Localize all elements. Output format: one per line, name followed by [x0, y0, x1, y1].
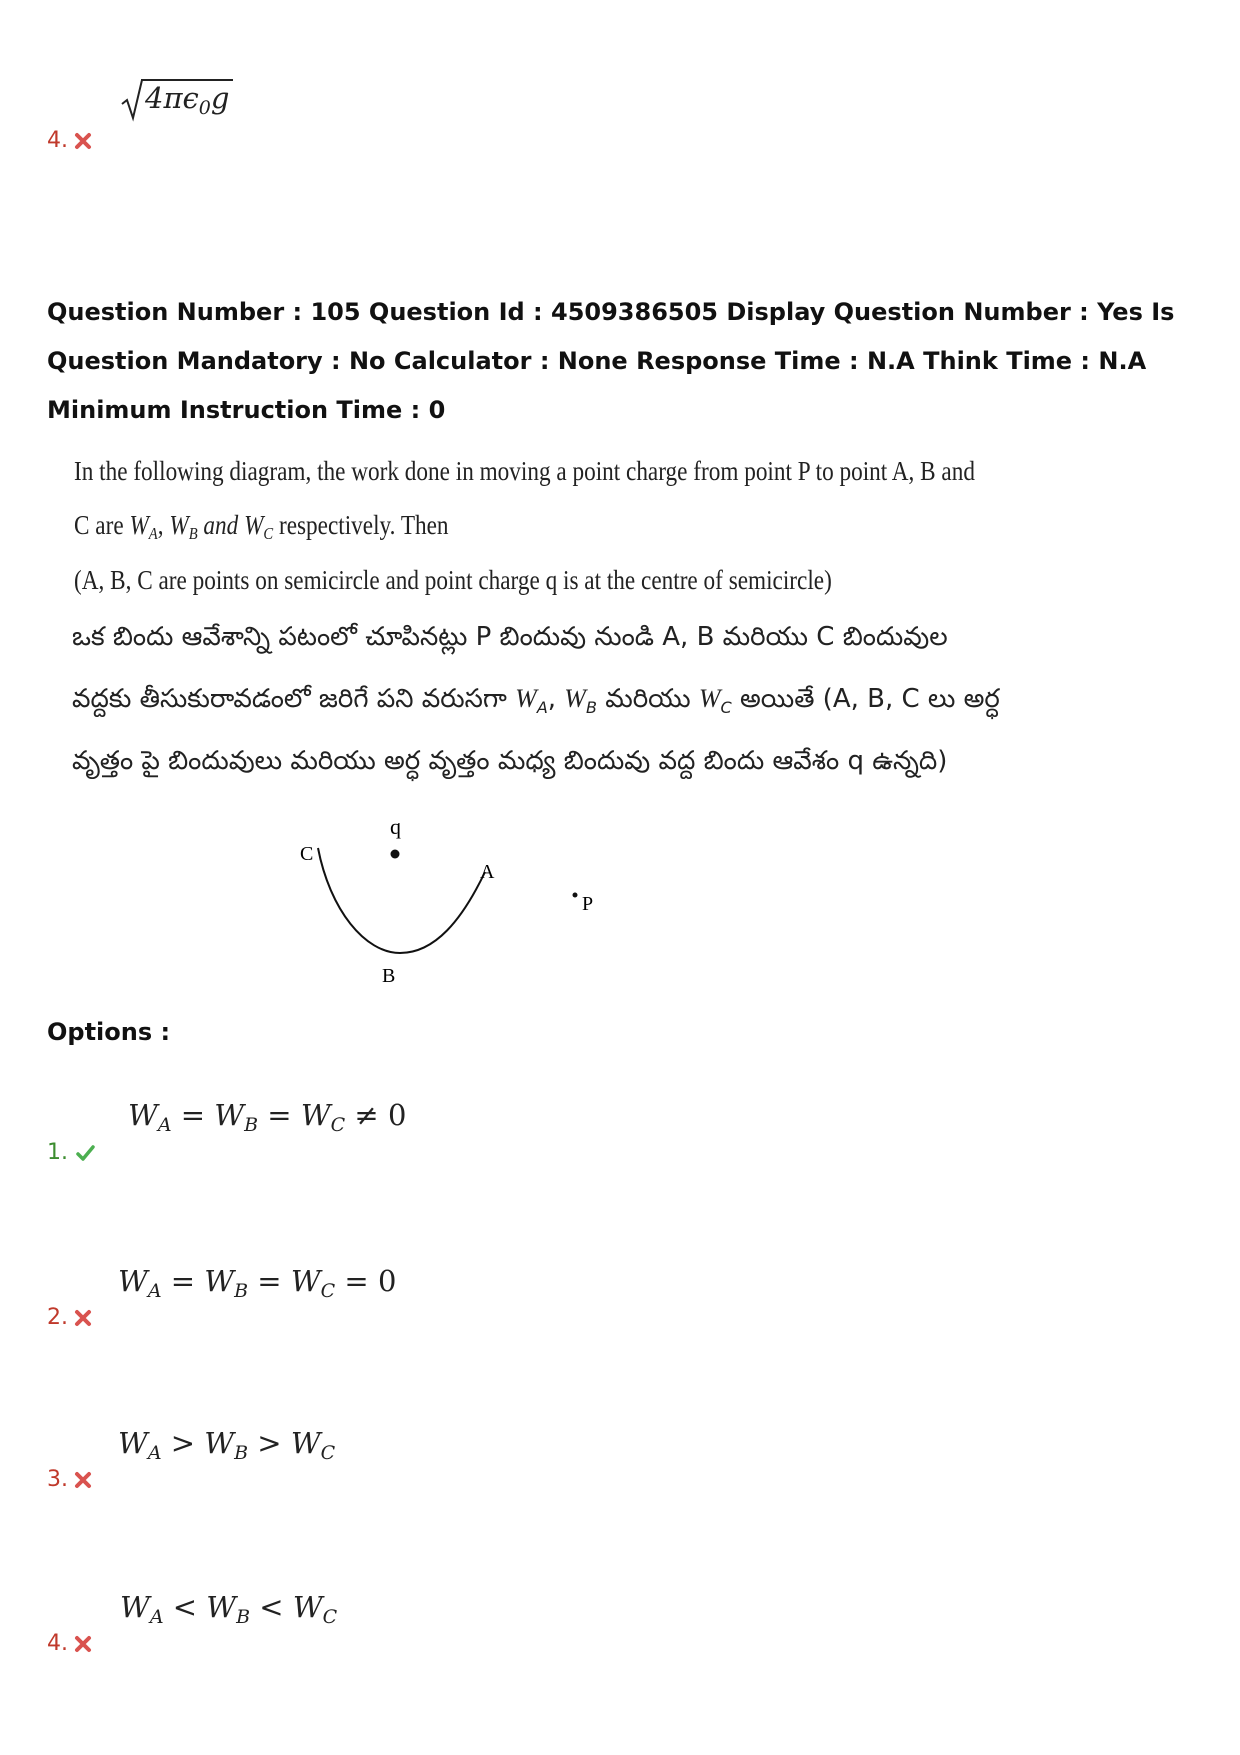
option-1-expression: $W_A = W_B = W_C \ne 0$ [128, 1098, 407, 1136]
label-C: C [300, 843, 314, 865]
label-B: B [382, 965, 396, 987]
telugu-line-3: వృత్తం పై బిందువులు మరియు అర్ధ వృత్తం మధ్య బిందువు వద్ద బిందు ఆవేశం q ఉన్నది) [72, 746, 948, 776]
option-2-number: 2. [47, 1305, 92, 1330]
semicircle-arc [318, 848, 485, 953]
question-line-2: C are $W_A$, $W_B$ and $W_C$ respectively. Then [74, 510, 449, 543]
semicircle-diagram [290, 810, 620, 995]
point-P [573, 893, 578, 898]
question-line-3: (A, B, C are points on semicircle and point charge q is at the centre of semicircle) [74, 565, 832, 595]
cross-icon [74, 1635, 92, 1653]
label-q: q [390, 814, 401, 839]
label-P: P [582, 893, 594, 915]
cross-icon [74, 132, 92, 150]
point-charge-q [391, 850, 400, 859]
option-2-expression: $W_A = W_B = W_C = 0$ [118, 1264, 397, 1302]
options-label: Options : [47, 1018, 171, 1046]
telugu-line-1: ఒక బిందు ఆవేశాన్ని పటంలో చూపినట్లు P బిందువు నుండి A, B మరియు C బిందువుల [72, 622, 948, 652]
label-A: A [480, 861, 495, 883]
prev-option-4-expression: $4\pi\epsilon_0g$ [120, 78, 236, 122]
question-metadata: Question Number : 105 Question Id : 4509386505 Display Question Number : Yes Is Question Mandatory : No Calculator : None Response Time : N.A Think Time : N.A Minimum Instruction Time : 0 [47, 298, 1175, 424]
option-4-expression: $W_A < W_B < W_C$ [120, 1590, 338, 1628]
option-4-number: 4. [47, 1631, 92, 1656]
cross-icon [74, 1471, 92, 1489]
prev-option-4-number: 4. [47, 128, 92, 153]
telugu-line-2: వద్దకు తీసుకురావడంలో జరిగే పని వరుసగా $W_A$, $W_B$ మరియు $W_C$ అయితే (A, B, C లు అర్ధ [72, 684, 1000, 718]
check-icon [74, 1144, 96, 1162]
option-3-number: 3. [47, 1467, 92, 1492]
option-1-number: 1. [47, 1140, 96, 1165]
option-3-expression: $W_A > W_B > W_C$ [118, 1426, 336, 1464]
cross-icon [74, 1309, 92, 1327]
question-line-1: In the following diagram, the work done in moving a point charge from point P to point A, B and [74, 456, 975, 486]
